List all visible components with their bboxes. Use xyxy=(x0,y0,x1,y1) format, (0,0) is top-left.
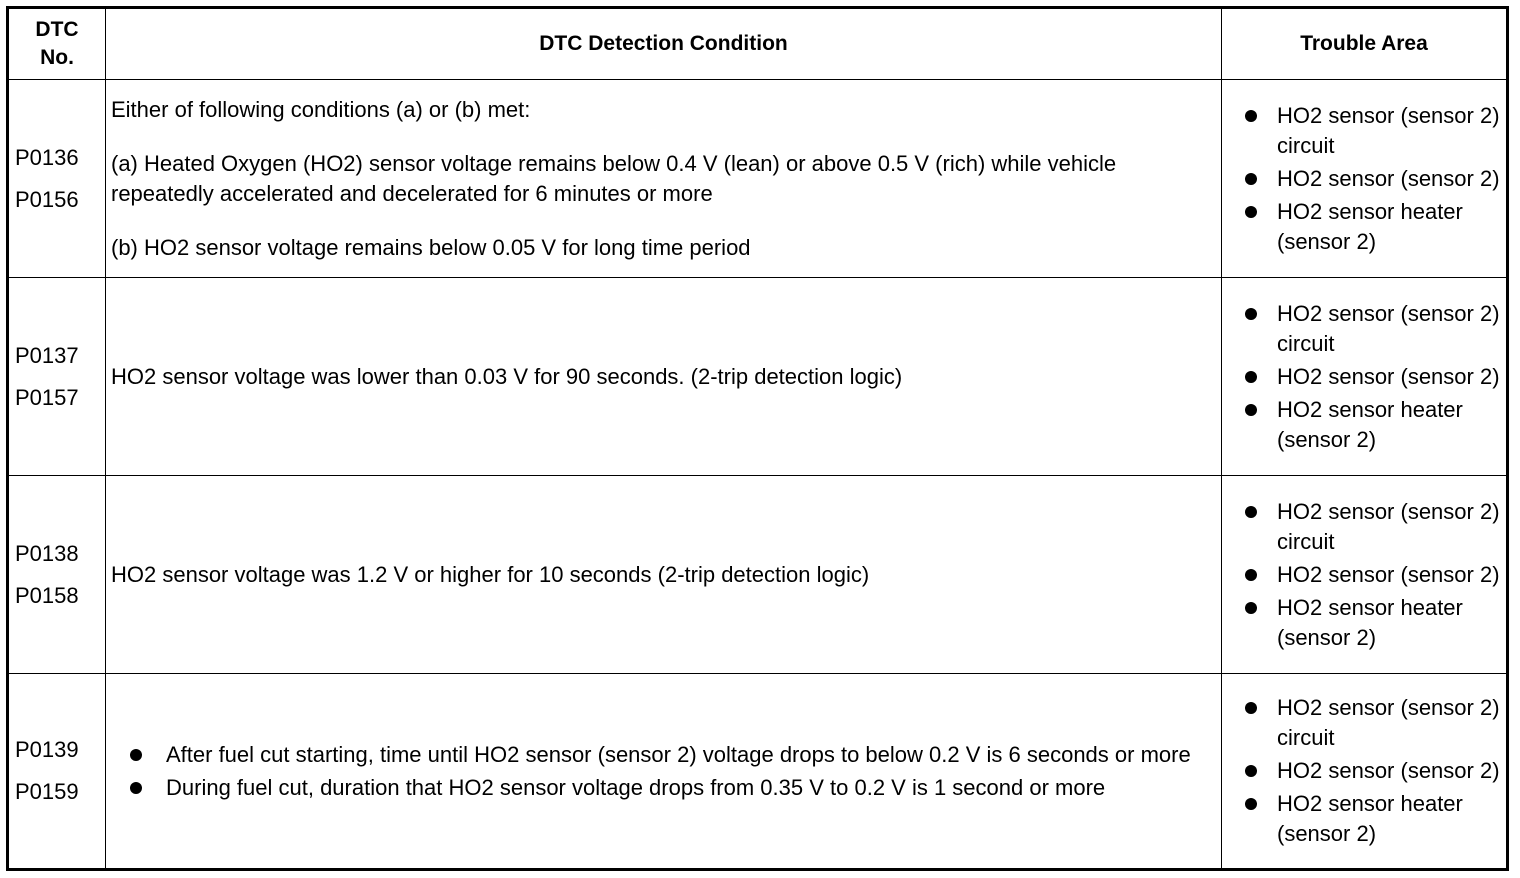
table-row xyxy=(8,476,1508,674)
bullet-dot-icon xyxy=(1245,602,1257,614)
trouble-item-text: HO2 sensor heater (sensor 2) xyxy=(1277,198,1463,254)
trouble-item xyxy=(1244,693,1502,753)
dtc-code: P0157 xyxy=(15,384,79,410)
condition-item-text: After fuel cut starting, time until HO2 sensor (sensor 2) voltage drops to below 0.2 V is 6 seconds or more xyxy=(166,741,1191,767)
trouble-area-cell xyxy=(1222,80,1508,278)
dtc-code-cell xyxy=(8,476,106,674)
trouble-item-text: HO2 sensor (sensor 2) circuit xyxy=(1277,695,1500,750)
trouble-item xyxy=(1244,395,1502,455)
condition-text: Either of following conditions (a) or (b) met: xyxy=(111,96,531,122)
condition-text: HO2 sensor voltage was lower than 0.03 V for 90 seconds. (2-trip detection logic) xyxy=(111,363,903,389)
condition-cell xyxy=(106,278,1222,476)
condition-item-text: During fuel cut, duration that HO2 sensor voltage drops from 0.35 V to 0.2 V is 1 second or more xyxy=(166,774,1106,800)
trouble-item-text: HO2 sensor heater (sensor 2) xyxy=(1277,594,1463,650)
dtc-code: P0156 xyxy=(15,186,79,212)
bullet-dot-icon xyxy=(1245,173,1257,185)
trouble-item-text: HO2 sensor (sensor 2) xyxy=(1277,561,1500,587)
trouble-item-text: HO2 sensor (sensor 2) xyxy=(1277,758,1500,783)
trouble-item-text: HO2 sensor (sensor 2) xyxy=(1277,165,1500,191)
trouble-item-text: HO2 sensor (sensor 2) circuit xyxy=(1277,300,1500,356)
trouble-area-cell xyxy=(1222,674,1508,870)
dtc-code-cell xyxy=(8,80,106,278)
condition-text: (a) Heated Oxygen (HO2) sensor voltage remains below 0.4 V (lean) or above 0.5 V (rich) while vehicle repeatedly accelerated and decelerated for 6 minutes or more xyxy=(111,150,1117,206)
bullet-dot-icon xyxy=(1245,308,1257,320)
dtc-code: P0138 xyxy=(15,540,79,566)
table-row xyxy=(8,674,1508,870)
trouble-item-text: HO2 sensor heater (sensor 2) xyxy=(1277,791,1463,846)
bullet-dot-icon xyxy=(1245,404,1257,416)
condition-cell xyxy=(106,476,1222,674)
dtc-code: P0139 xyxy=(15,737,79,762)
trouble-item-text: HO2 sensor (sensor 2) xyxy=(1277,363,1500,389)
condition-item xyxy=(129,773,1215,803)
table-row xyxy=(8,278,1508,476)
bullet-dot-icon xyxy=(1245,569,1257,581)
header-trouble-area: Trouble Area xyxy=(1222,8,1508,80)
bullet-dot-icon xyxy=(1245,110,1257,122)
dtc-table xyxy=(6,6,1509,871)
dtc-code: P0158 xyxy=(15,582,79,608)
condition-text: HO2 sensor voltage was 1.2 V or higher for 10 seconds (2-trip detection logic) xyxy=(111,561,870,587)
trouble-item-text: HO2 sensor (sensor 2) circuit xyxy=(1277,102,1500,158)
trouble-list xyxy=(1244,693,1502,849)
dtc-code: P0159 xyxy=(15,779,79,804)
trouble-item xyxy=(1244,756,1502,786)
trouble-area-cell xyxy=(1222,476,1508,674)
header-dtc-no-line1: DTC xyxy=(35,18,79,41)
trouble-list xyxy=(1244,497,1502,653)
trouble-item xyxy=(1244,299,1502,359)
header-dtc-no xyxy=(8,8,106,80)
condition-item xyxy=(129,740,1215,770)
dtc-code-cell xyxy=(8,674,106,870)
trouble-list xyxy=(1244,101,1502,257)
trouble-list xyxy=(1244,299,1502,455)
table-row xyxy=(8,80,1508,278)
condition-text: (b) HO2 sensor voltage remains below 0.05 V for long time period xyxy=(111,234,751,260)
condition-cell xyxy=(106,80,1222,278)
bullet-dot-icon xyxy=(1245,798,1257,810)
trouble-item xyxy=(1244,362,1502,392)
bullet-dot-icon xyxy=(130,782,142,794)
trouble-item xyxy=(1244,497,1502,557)
header-row xyxy=(8,8,1508,80)
header-dtc-no-line2: No. xyxy=(40,46,74,69)
bullet-dot-icon xyxy=(1245,371,1257,383)
trouble-item xyxy=(1244,593,1502,653)
trouble-item xyxy=(1244,164,1502,194)
bullet-dot-icon xyxy=(1245,206,1257,218)
bullet-dot-icon xyxy=(1245,765,1257,777)
header-condition: DTC Detection Condition xyxy=(106,8,1222,80)
condition-list xyxy=(111,740,1215,803)
dtc-code: P0137 xyxy=(15,342,79,368)
trouble-item-text: HO2 sensor (sensor 2) circuit xyxy=(1277,498,1500,554)
bullet-dot-icon xyxy=(1245,506,1257,518)
bullet-dot-icon xyxy=(1245,702,1257,714)
trouble-item xyxy=(1244,789,1502,849)
dtc-code: P0136 xyxy=(15,144,79,170)
trouble-item xyxy=(1244,197,1502,257)
trouble-item-text: HO2 sensor heater (sensor 2) xyxy=(1277,396,1463,452)
condition-cell xyxy=(106,674,1222,870)
trouble-item xyxy=(1244,101,1502,161)
dtc-code-cell xyxy=(8,278,106,476)
bullet-dot-icon xyxy=(130,749,142,761)
trouble-item xyxy=(1244,560,1502,590)
trouble-area-cell xyxy=(1222,278,1508,476)
